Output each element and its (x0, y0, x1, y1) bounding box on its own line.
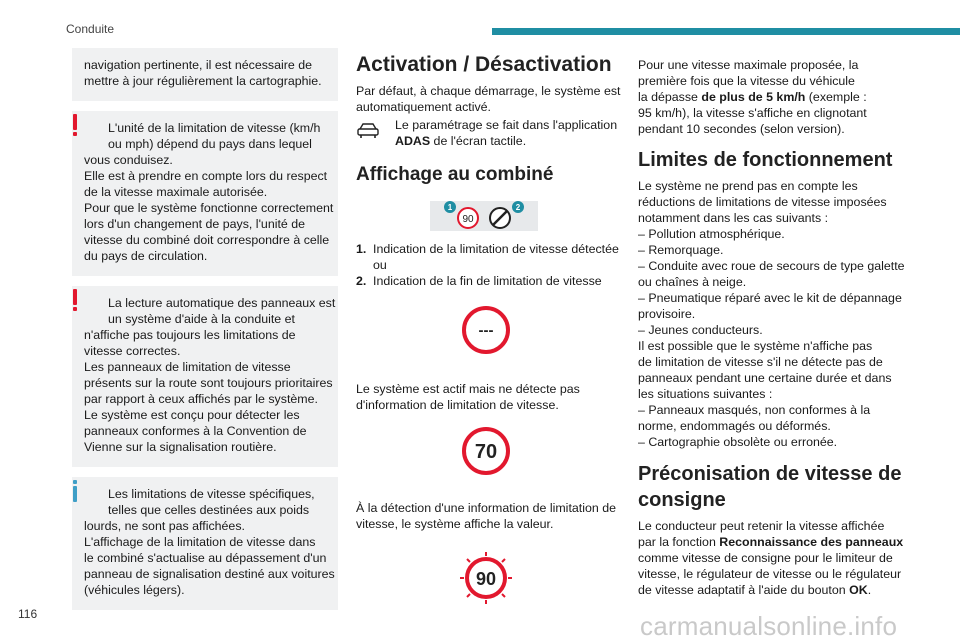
body-line: première fois que la vitesse du véhicule (638, 74, 855, 88)
cluster-illustration (430, 201, 538, 231)
text-span: (exemple : (805, 90, 867, 104)
warning-line: vous conduisez. (84, 153, 173, 167)
warning-line: Vienne sur la signalisation routière. (84, 440, 277, 454)
body-line: les situations suivantes : (638, 387, 773, 401)
speed-sign-90-flashing (459, 551, 513, 605)
warning-line: du pays de circulation. (84, 249, 208, 263)
body-line: pendant 10 secondes (selon version). (638, 122, 845, 136)
no-info-sign-area (356, 289, 618, 364)
list-item: – Remorquage. (638, 243, 724, 257)
info-line: telles que celles destinées aux poids (108, 503, 310, 517)
warning-line: vitesse correctes. (84, 344, 181, 358)
speed-sign-70 (461, 426, 511, 476)
body-line: vitesse, le système affiche la valeur. (356, 517, 554, 531)
middle-column (356, 52, 621, 602)
body-line (638, 582, 906, 598)
info-line: L'affichage de la limitation de vitesse dans (84, 535, 316, 549)
warning-line: lors d'un changement de pays, l'unité de (84, 217, 306, 231)
warning-line: par rapport à ceux affichés par le système. (84, 392, 318, 406)
heading-line: Préconisation de vitesse de (638, 463, 902, 485)
body-line: panneaux pendant une certaine durée et dans (638, 371, 892, 385)
list-item (356, 241, 618, 273)
text-span: la dépasse (638, 90, 702, 104)
body-line (638, 89, 906, 105)
body-line: 95 km/h), la vitesse s'affiche en clignotant (638, 106, 867, 120)
unit-warning-box (72, 111, 338, 276)
section-title: Conduite (66, 22, 115, 36)
body-line: vitesse, le régulateur de vitesse ou le régulateur (638, 567, 902, 581)
warning-line: L'unité de la limitation de vitesse (km/h (108, 121, 321, 135)
warning-icon (73, 289, 77, 312)
body-line: À la détection d'une information de limitation de (356, 501, 616, 515)
limites-heading: Limites de fonctionnement (638, 149, 893, 171)
adas-label: ADAS (395, 134, 431, 148)
adas-line: Le paramétrage se fait dans l'application (395, 118, 618, 132)
bold-threshold: de plus de 5 km/h (701, 90, 806, 104)
warning-line: de la vitesse maximale autorisée. (84, 185, 268, 199)
body-line: Le conducteur peut retenir la vitesse affichée (638, 519, 885, 533)
list-number: 2. (356, 274, 367, 288)
info-line: (véhicules légers). (84, 583, 185, 597)
warning-line: présents sur la route sont toujours prioritaires (84, 376, 333, 390)
body-line: notamment dans les cas suivants : (638, 211, 829, 225)
text-span: par la fonction (638, 535, 720, 549)
warning-line: ou mph) dépend du pays dans lequel (108, 137, 312, 151)
warning-line: Les panneaux de limitation de vitesse (84, 360, 291, 374)
note-line: navigation pertinente, il est nécessaire de (84, 58, 312, 72)
affichage-heading: Affichage au combiné (356, 164, 554, 185)
list-text: Indication de la fin de limitation de vitesse (373, 274, 602, 288)
body-line: automatiquement activé. (356, 100, 491, 114)
adas-setting-row (356, 117, 618, 149)
list-text: ou (373, 258, 387, 272)
list-item: – Pollution atmosphérique. (638, 227, 785, 241)
navigation-note-box (72, 48, 338, 101)
limites-text (638, 178, 906, 450)
header-accent-bar (492, 28, 960, 35)
body-line: Par défaut, à chaque démarrage, le système est (356, 84, 621, 98)
warning-line: La lecture automatique des panneaux est (108, 296, 336, 310)
badge-1: 1 (447, 203, 453, 212)
left-column (72, 48, 338, 620)
list-text: Indication de la limitation de vitesse détectée (373, 242, 619, 256)
preconisation-text (638, 518, 906, 598)
sign-70-value: 70 (474, 441, 498, 463)
body-line: de limitation de vitesse s'il ne détecte pas de (638, 355, 883, 369)
warning-line: panneaux conformes à la Convention de (84, 424, 307, 438)
warning-icon (73, 114, 77, 137)
car-icon (356, 121, 380, 139)
sign-90-area (356, 532, 618, 602)
info-line: Les limitations de vitesse spécifiques, (108, 487, 315, 501)
list-item: – Conduite avec roue de secours de type galette (638, 259, 905, 273)
body-line: comme vitesse de consigne pour le limiteur de (638, 551, 893, 565)
badge-2: 2 (515, 203, 521, 212)
warning-line: Elle est à prendre en compte lors du respect (84, 169, 328, 183)
body-line: Le système est actif mais ne détecte pas (356, 382, 580, 396)
info-box (72, 477, 338, 610)
list-item: – Panneaux masqués, non conformes à la (638, 403, 871, 417)
list-item: provisoire. (638, 307, 696, 321)
list-number: 1. (356, 242, 367, 256)
sign-90-value: 90 (475, 569, 497, 589)
text-span: de vitesse adaptatif à l'aide du bouton (638, 583, 850, 597)
sign-70-area (356, 413, 618, 483)
warning-line: un système d'aide à la conduite et (108, 312, 295, 326)
list-item: – Jeunes conducteurs. (638, 323, 763, 337)
info-line: lourds, ne sont pas affichées. (84, 519, 245, 533)
no-info-sign (461, 305, 511, 355)
warning-line: n'affiche pas toujours les limitations de (84, 328, 296, 342)
list-item: – Cartographie obsolète ou erronée. (638, 435, 838, 449)
body-line: d'information de limitation de vitesse. (356, 398, 559, 412)
watermark: carmanualsonline.info (640, 611, 898, 641)
info-line: panneau de signalisation destiné aux voitures (84, 567, 335, 581)
warning-line: Pour que le système fonctionne correctement (84, 201, 334, 215)
body-line: réductions de limitations de vitesse imposées (638, 195, 887, 209)
preconisation-heading (638, 461, 906, 513)
body-line: Pour une vitesse maximale proposée, la (638, 58, 859, 72)
activation-heading: Activation / Désactivation (356, 53, 612, 76)
text-span: . (867, 583, 872, 597)
list-item: ou chaînes à neige. (638, 275, 747, 289)
list-item (356, 273, 618, 289)
adas-line (395, 133, 617, 149)
list-item: norme, endommagés ou déformés. (638, 419, 831, 433)
ok-button-label: OK (849, 583, 868, 597)
function-name: Reconnaissance des panneaux (719, 535, 904, 549)
info-icon (73, 480, 77, 503)
body-line: Le système ne prend pas en compte les (638, 179, 858, 193)
no-info-sign-text: --- (478, 322, 494, 339)
cluster-sign-value: 90 (462, 214, 474, 225)
adas-suffix: de l'écran tactile. (430, 134, 527, 148)
right-column (638, 57, 906, 598)
indication-list (356, 241, 618, 289)
heading-line: consigne (638, 489, 726, 511)
list-item: – Pneumatique réparé avec le kit de dépannage (638, 291, 902, 305)
warning-line: Le système est conçu pour détecter les (84, 408, 300, 422)
body-line (638, 534, 906, 550)
note-line: mettre à jour régulièrement la cartographie. (84, 74, 322, 88)
reading-warning-box (72, 286, 338, 467)
page-number: 116 (18, 607, 38, 621)
info-line: le combiné s'actualise au dépassement d'un (84, 551, 327, 565)
warning-line: vitesse du combiné doit correspondre à celle (84, 233, 330, 247)
body-line: Il est possible que le système n'affiche pas (638, 339, 873, 353)
